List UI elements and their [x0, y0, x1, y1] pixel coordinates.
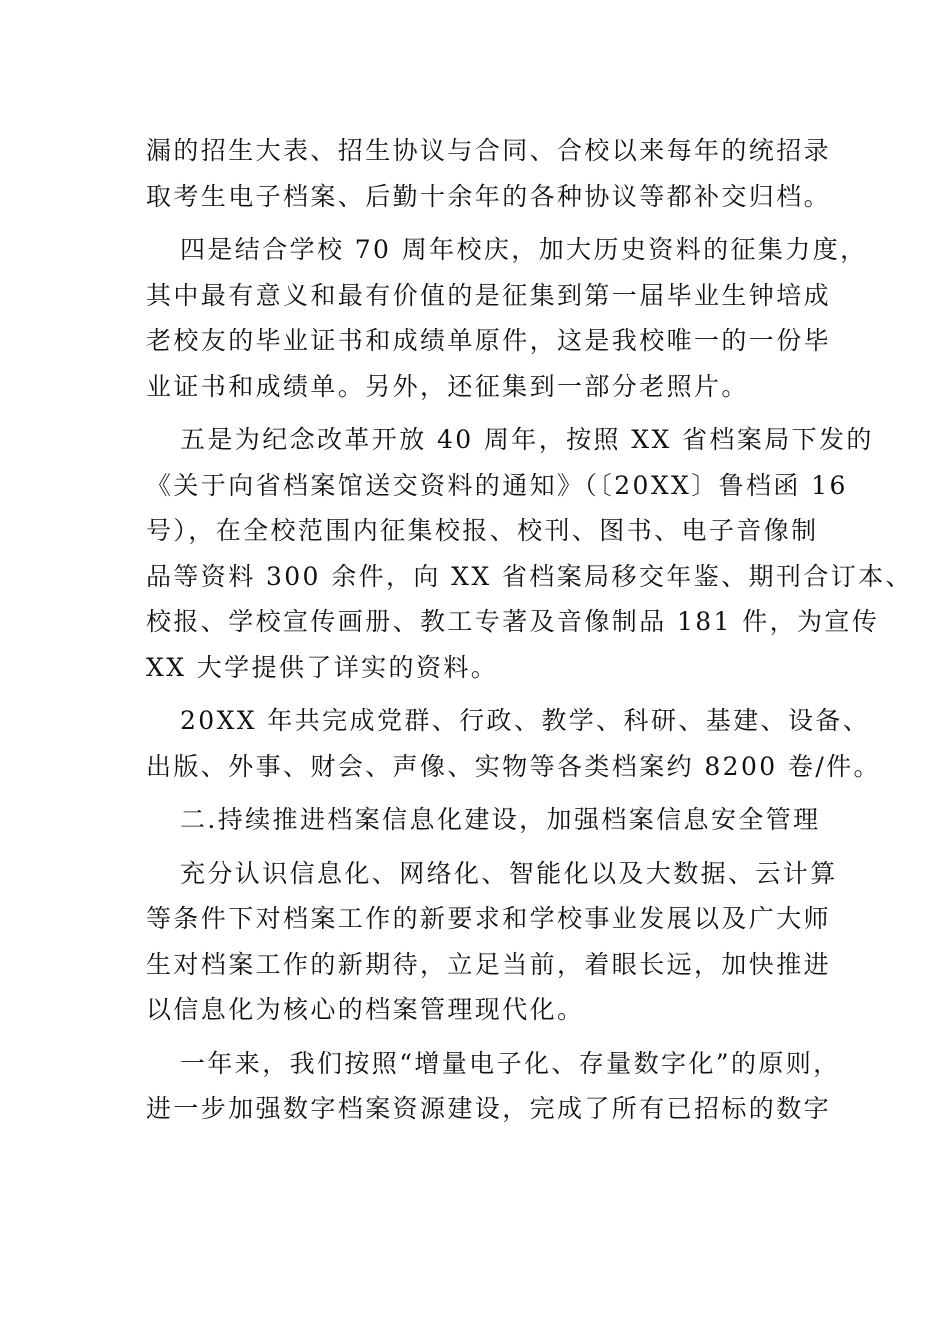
- text-line: 其中最有意义和最有价值的是征集到第一届毕业生钟培成: [146, 280, 832, 310]
- text-line: 号），在全校范围内征集校报、校刊、图书、电子音像制: [146, 516, 819, 545]
- text-line: 取考生电子档案、后勤十余年的各种协议等都补交归档。: [146, 181, 832, 211]
- text-line: 《关于向省档案馆送交资料的通知》（〔20XX〕鲁档函 16: [146, 470, 848, 500]
- text-line: 等条件下对档案工作的新要求和学校事业发展以及广大师: [146, 904, 832, 933]
- text-line: XX 大学提供了详实的资料。: [146, 652, 499, 682]
- text-line: 以信息化为核心的档案管理现代化。: [146, 995, 585, 1024]
- text-line: 校报、学校宣传画册、教工专著及音像制品 181 件，为宣传: [146, 607, 880, 636]
- document-body: [146, 128, 913, 1132]
- paragraph-start-line: 一年来，我们按照“增量电子化、存量数字化”的原则，: [180, 1048, 841, 1078]
- text-line: 出版、外事、财会、声像、实物等各类档案约 8200 卷/件。: [146, 751, 881, 781]
- text-line: 业证书和成绩单。另外，还征集到一部分老照片。: [146, 371, 749, 401]
- text-line: 品等资料 300 余件，向 XX 省档案局移交年鉴、期刊合订本、: [146, 561, 913, 591]
- section-heading: 二.持续推进档案信息化建设，加强档案信息安全管理: [180, 805, 821, 834]
- text-line: 漏的招生大表、招生协议与合同、合校以来每年的统招录: [146, 136, 832, 165]
- text-line: 进一步加强数字档案资源建设，完成了所有已招标的数字: [146, 1094, 832, 1123]
- paragraph-start-line: 充分认识信息化、网络化、智能化以及大数据、云计算: [180, 858, 838, 888]
- paragraph-start-line: 五是为纪念改革开放 40 周年，按照 XX 省档案局下发的: [180, 425, 874, 454]
- paragraph-start-line: 四是结合学校 70 周年校庆，加大历史资料的征集力度，: [180, 235, 868, 264]
- text-line: 老校友的毕业证书和成绩单原件，这是我校唯一的一份毕: [146, 326, 832, 355]
- text-line: 生对档案工作的新期待，立足当前，着眼长远，加快推进: [146, 949, 832, 979]
- paragraph-start-line: 20XX 年共完成党群、行政、教学、科研、基建、设备、: [180, 706, 871, 735]
